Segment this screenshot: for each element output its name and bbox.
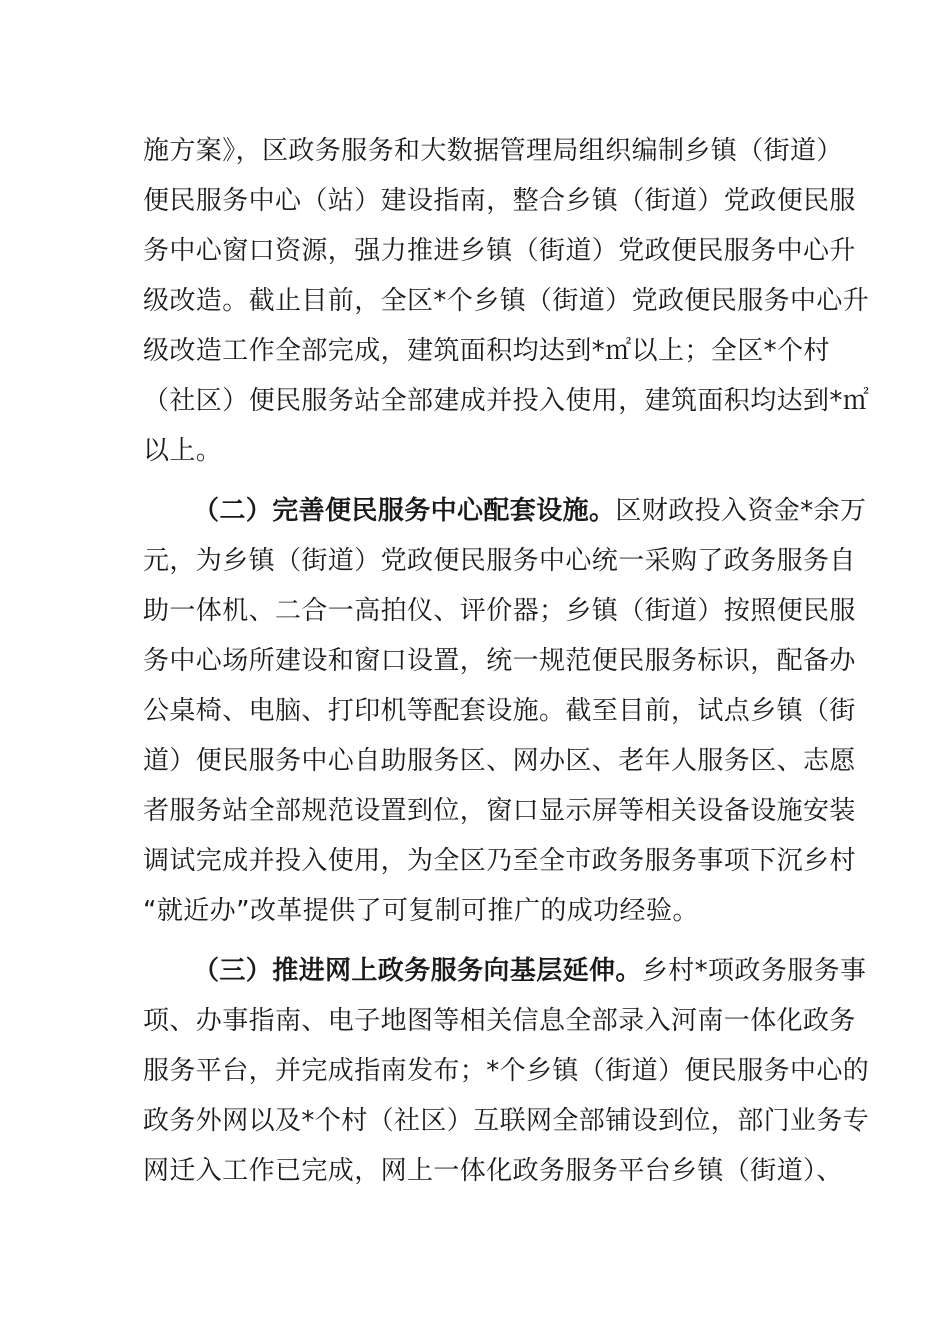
paragraph-1-line-6: （社区）便民服务站全部建成并投入使用，建筑面积均达到*㎡ <box>143 386 870 416</box>
paragraph-2-first-line-text: 区财政投入资金*余万 <box>615 496 867 526</box>
paragraph-3-heading: （三）推进网上政务服务向基层延伸。 <box>193 956 642 986</box>
paragraph-2-line-5: 公桌椅、电脑、打印机等配套设施。截至目前，试点乡镇（街 <box>143 696 856 726</box>
paragraph-2-heading: （二）完善便民服务中心配套设施。 <box>193 496 616 526</box>
paragraph-2-line-3: 助一体机、二合一高拍仪、评价器；乡镇（街道）按照便民服 <box>143 596 856 626</box>
paragraph-1-line-2: 便民服务中心（站）建设指南，整合乡镇（街道）党政便民服 <box>143 186 856 216</box>
paragraph-2-line-2: 元，为乡镇（街道）党政便民服务中心统一采购了政务服务自 <box>143 546 856 576</box>
paragraph-2-line-4: 务中心场所建设和窗口设置，统一规范便民服务标识，配备办 <box>143 646 856 676</box>
paragraph-1-line-4: 级改造。截止目前，全区*个乡镇（街道）党政便民服务中心升 <box>143 286 870 316</box>
paragraph-3-first-line-text: 乡村*项政务服务事 <box>641 956 867 986</box>
paragraph-1-line-1: 施方案》，区政务服务和大数据管理局组织编制乡镇（街道） <box>143 136 843 166</box>
paragraph-2-line-1 <box>193 486 873 536</box>
paragraph-1-line-7: 以上。 <box>143 436 223 466</box>
paragraph-3-line-2: 项、办事指南、电子地图等相关信息全部录入河南一体化政务 <box>143 1006 856 1036</box>
paragraph-2-line-9: “就近办”改革提供了可复制可推广的成功经验。 <box>143 896 699 926</box>
paragraph-3-line-1 <box>193 946 873 996</box>
paragraph-2-line-7: 者服务站全部规范设置到位，窗口显示屏等相关设备设施安装 <box>143 796 856 826</box>
paragraph-2-line-8: 调试完成并投入使用，为全区乃至全市政务服务事项下沉乡村 <box>143 846 856 876</box>
paragraph-1-line-3: 务中心窗口资源，强力推进乡镇（街道）党政便民服务中心升 <box>143 236 856 266</box>
paragraph-3-line-4: 政务外网以及*个村（社区）互联网全部铺设到位，部门业务专 <box>143 1106 870 1136</box>
paragraph-3-line-5: 网迁入工作已完成，网上一体化政务服务平台乡镇（街道）、 <box>143 1156 843 1186</box>
paragraph-3-line-3: 服务平台，并完成指南发布；*个乡镇（街道）便民服务中心的 <box>143 1056 870 1086</box>
paragraph-2-line-6: 道）便民服务中心自助服务区、网办区、老年人服务区、志愿 <box>143 746 856 776</box>
paragraph-1-line-5: 级改造工作全部完成，建筑面积均达到*㎡以上；全区*个村 <box>143 336 830 366</box>
